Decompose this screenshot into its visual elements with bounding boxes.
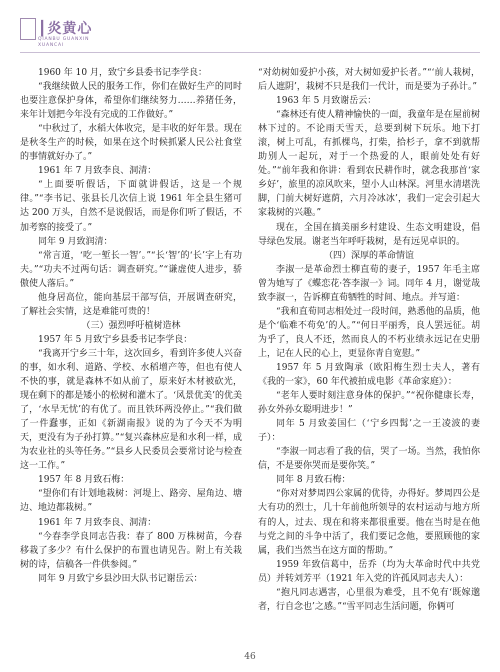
paragraph: “望你们有计划地栽树：河堤上、路旁、屋角边、塘边、地边都栽树。” <box>20 489 242 514</box>
logo-frame <box>20 18 36 40</box>
paragraph: “中秋过了，水稻大体收完，是丰收的好年景。现在是秋冬生产的时候，如果在这个时候抓紧人民公社食堂的事情就好办了。” <box>20 124 242 163</box>
header-divider <box>20 52 480 53</box>
paragraph: 1961 年 7 月致李良、洞清： <box>38 517 157 528</box>
paragraph: 1957 年 5 月致陶承（欧阳梅生烈士夫人，著有《我的一家》，60 年代被拍成电影《革命家庭》）： <box>258 362 480 388</box>
page-number: 46 <box>244 652 256 662</box>
paragraph: “今春李学良同志告我：春了 800 万株树苗，今春移栽了多少？有什么保护的布置也请见告。附上有关栽树的诗，信稿各一件供参阅。” <box>20 531 242 570</box>
paragraph: “森林还有使人精神愉快的一面，我童年是在屋前树林下过的。不论雨天雪天，总要到树下玩乐。地下打滚，树上可乱，有抓棵鸟，打柴，拾杉子，拿不到就帮助别人一起玩，对于一个热爱的人，眼前处处有好处。”“前年我和你讲：看到农民耕作时，就念我那首‘家乡好’，旅里的凉风吹来，望小人山林深。河里水清堪洗脚，门前大树好遮荫，六月冷冰冰’，我们一定会引起大家栽树的兴趣。” <box>258 110 480 219</box>
right-column <box>258 66 480 614</box>
paragraph: 同年 9 月致宁乡县沙田大队书记谢岳云： <box>38 573 203 584</box>
paragraph: “我离开宁乡三十年，这次回乡，看到许多使人兴奋的事，如水利、道路、学校、水稻增产等，但也有使人不快的事，就是森林不如从前了，原来好木材被砍光，现在剩下的都是矮小的松树和灌木了。‘风景优美’的优美了，‘水旱无忧’的有优了。而且铁环两没停止。”“我们做了一件蠢事，正如《新湖南报》说的为了今天不为明天，更没有为子孙打算。”“复兴森林应是和水利一样，成为农业社的头等任务。”“县乡人民委员会要常讨论与检查这一工作。” <box>20 348 242 472</box>
paragraph: “上面要听假话，下面就讲假话，这是一个规律。”“李书记、张县长几次信上说 1961 年全县生猪可达 200 万头，自然不是说假话，而是你们听了假话，不加考察的接受了。” <box>20 180 242 233</box>
logo-title: ┃炎黄心 <box>38 21 93 37</box>
section-heading: （四）深厚的革命情谊 <box>323 250 414 261</box>
paragraph: 同年 8 月致石梅： <box>276 475 351 486</box>
paragraph: 1957 年 8 月致石梅： <box>38 475 130 486</box>
paragraph: “我和直荀同志相处过一段时间，熟悉他的品质，他是个‘临难不苟免’的人。”“何日平丽秀，良人罢远征。胡为乎了，良人不还，然而良人的不朽业绩永远记在史册上，记在人民的心上，更显你青自宽慰。” <box>258 306 480 359</box>
section-heading: （三）强烈呼吁植树造林 <box>81 320 181 331</box>
paragraph: “我继续做人民的服务工作，你们在做好生产的同时也要注意保护身体，希望你们继续努力……养猪任务，来年计划把今年没有完成的工作做好。” <box>20 82 242 121</box>
paragraph: 同年 9 月致润清： <box>38 236 113 247</box>
paragraph: “常言道，‘吃一堑长一智’。”“长‘智’的‘长’字上有功夫。”“功夫不过两句话：调查研究。”“谦虚使人进步，骄傲使人落后。” <box>20 250 242 289</box>
paragraph: 现在，全国在搞美丽乡村建设、生态文明建设，倡导绿色发展。谢老当年呼吁栽树，是有远见卓识的。 <box>258 222 480 247</box>
paragraph: “老年人要时刻注意身体的保护。”“祝你健康长寿，孙女外孙女聪明进步！” <box>258 391 480 416</box>
left-column <box>20 66 242 586</box>
paragraph: 同年 5 月致姜国仁（‘宁乡四髯’之一王凌波的妻子）： <box>258 419 480 444</box>
paragraph: 1957 年 5 月致宁乡县委书记李学良： <box>38 334 193 345</box>
paragraph: 1963 年 5 月致谢岳云： <box>276 96 377 107</box>
paragraph: “你对对梦周四公家属的优待，办得好。梦周四公是大有功的烈士，几十年前他所领导的农村运动与地方所有的人，过去、现在和将来都很重要。他在当时是在他与党之间的斗争中活了，我们要记念他，要照顾他的家属，我们当然当在这方面的帮助。” <box>258 489 480 556</box>
paragraph: “抱凡同志遇害，心里很为难受，且不免有‘既嫁邈者，行自念也’之感。”“雪平同志生活问题，你俩可 <box>258 587 480 612</box>
paragraph: 1961 年 7 月致李良、洞清： <box>38 166 157 177</box>
paragraph: “对幼树如爱护小孩，对大树如爱护长者。”“‘前人栽树，后人遮阴’，栽树不只是我们一代计，而是要为子孙计。” <box>258 68 480 93</box>
page-header <box>0 0 500 62</box>
paragraph: 他身居高位，能向基层干部写信，开展调查研究，了解社会实情，这是难能可贵的！ <box>20 292 242 317</box>
magazine-logo <box>20 18 98 48</box>
paragraph: “李淑一同志看了我的信，哭了一场。当然，我怕你信，不是要你哭而是要你笑。” <box>258 447 480 472</box>
logo-subtitle-2: XUANCAI <box>38 43 64 48</box>
logo-subtitle: QIANBU GUANXIN <box>38 37 90 42</box>
paragraph: 1959 年致信葛中，岳乔（均为大革命时代中共党员）并转刘芳平（1921 年入党的许孤风同志夫人）： <box>258 559 480 584</box>
paragraph: 1960 年 10 月，致宁乡县委书记李学良： <box>38 68 207 78</box>
paragraph: 李淑一是革命烈士柳直荀的妻子，1957 年毛主席曾为她写了《蝶恋花·答李淑一》词。同年 4 月，谢觉哉致李淑一，告诉柳直荀牺牲的时间、地点。并写道： <box>258 264 480 303</box>
